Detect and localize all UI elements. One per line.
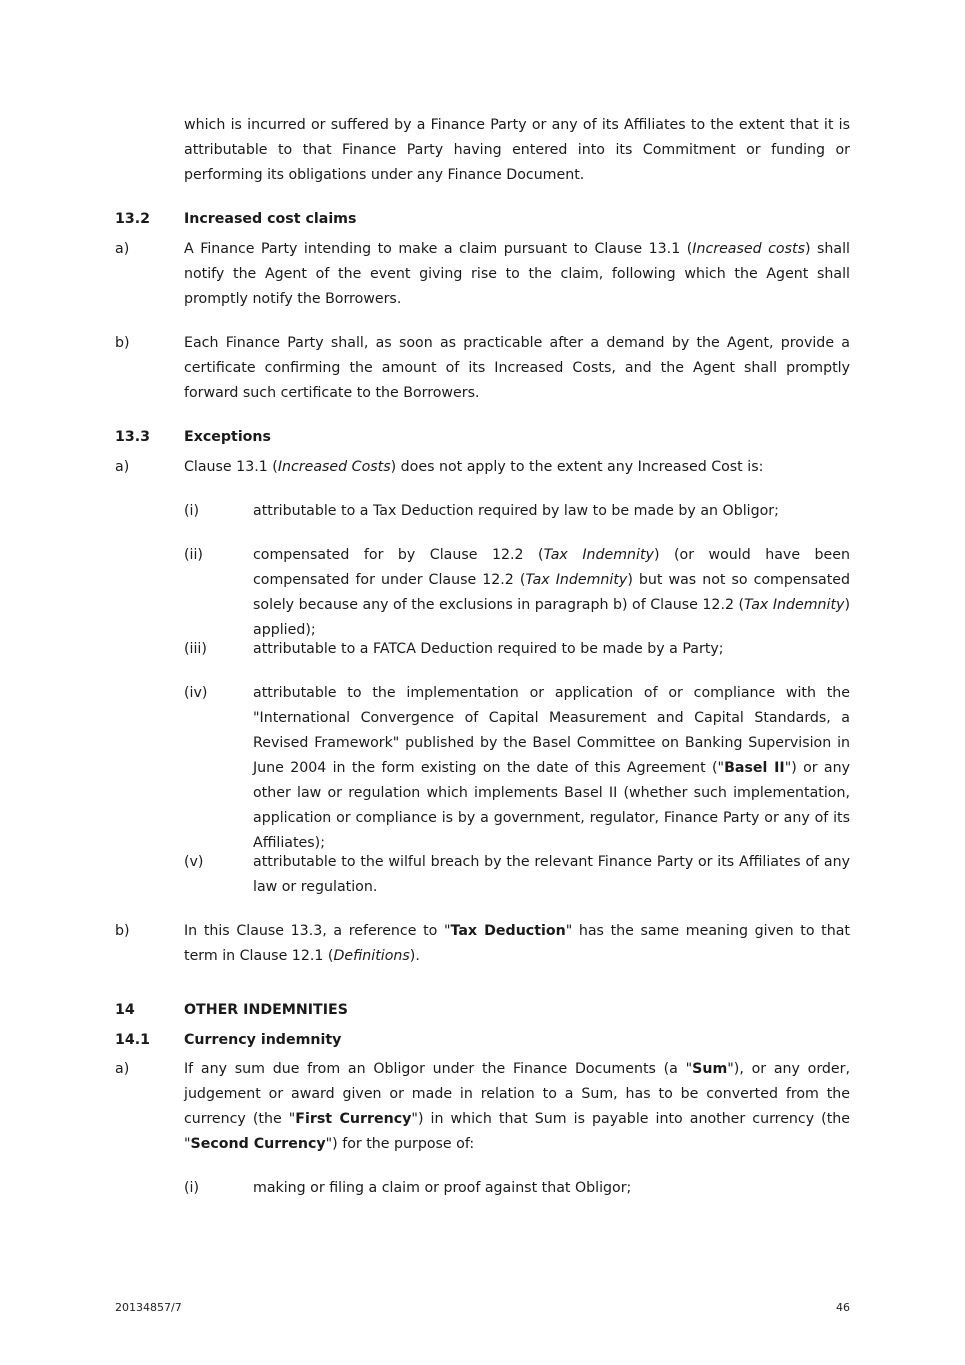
- section-heading-14: OTHER INDEMNITIES: [184, 1002, 348, 1018]
- clause-13-3-a: Clause 13.1 (Increased Costs) does not apply to the extent any Increased Cost is:: [184, 459, 764, 475]
- sub-label-13-3-ii: (ii): [184, 547, 203, 563]
- clause-label-13-2-b: b): [115, 335, 130, 351]
- sub-item-13-3-iii: attributable to a FATCA Deduction required to be made by a Party;: [253, 641, 724, 657]
- clause-13-2-a: A Finance Party intending to make a claim pursuant to Clause 13.1 (Increased costs) shall notify the Agent of the event giving rise to the claim, following which the Agent shall promptly notify the Borrowers.: [184, 241, 850, 307]
- clause-label-14-1-a: a): [115, 1061, 130, 1077]
- section-heading-13-3: Exceptions: [184, 429, 271, 445]
- section-heading-14-1: Currency indemnity: [184, 1032, 342, 1048]
- sub-label-13-3-i: (i): [184, 503, 200, 519]
- section-number-13-2: 13.2: [115, 211, 151, 227]
- clause-14-1-a: If any sum due from an Obligor under the Finance Documents (a "Sum"), or any order, judgement or award given or made in relation to a Sum, has to be converted from the currency (the "First Currency") in which that Sum is payable into another currency (the "Second Currency") for the purpose of:: [184, 1061, 851, 1152]
- sub-label-14-1-i: (i): [184, 1180, 200, 1196]
- clause-label-13-2-a: a): [115, 241, 130, 257]
- sub-label-13-3-iii: (iii): [184, 641, 207, 657]
- intro-paragraph: [184, 113, 850, 188]
- section-number-13-3: 13.3: [115, 429, 151, 445]
- sub-label-13-3-iv: (iv): [184, 685, 208, 701]
- footer-page-number: 46: [836, 1301, 850, 1314]
- sub-item-13-3-v: attributable to the wilful breach by the relevant Finance Party or its Affiliates of any law or regulation.: [253, 854, 850, 895]
- intro-text: which is incurred or suffered by a Finance Party or any of its Affiliates to the extent that it is attributable to that Finance Party having entered into its Commitment or funding or performing its obligations under any Finance Document.: [184, 117, 850, 183]
- sub-label-13-3-v: (v): [184, 854, 204, 870]
- section-number-14: 14: [115, 1002, 135, 1018]
- sub-item-13-3-i: attributable to a Tax Deduction required by law to be made by an Obligor;: [253, 503, 779, 519]
- sub-item-13-3-iv: attributable to the implementation or application of or compliance with the "International Convergence of Capital Measurement and Capital Standards, a Revised Framework" published by the Basel Committee on Banking Supervision in June 2004 in the form existing on the date of this Agreement ("Basel II") or any other law or regulation which implements Basel II (whether such implementation, application or compliance is by a government, regulator, Finance Party or any of its Affiliates);: [253, 685, 850, 851]
- clause-label-13-3-a: a): [115, 459, 130, 475]
- sub-item-14-1-i: making or filing a claim or proof against that Obligor;: [253, 1180, 632, 1196]
- clause-13-3-b: In this Clause 13.3, a reference to "Tax Deduction" has the same meaning given to that term in Clause 12.1 (Definitions).: [184, 923, 850, 964]
- section-heading-13-2: Increased cost claims: [184, 211, 357, 227]
- clause-13-2-b: Each Finance Party shall, as soon as practicable after a demand by the Agent, provide a certificate confirming the amount of its Increased Costs, and the Agent shall promptly forward such certificate to the Borrowers.: [184, 335, 850, 401]
- footer-doc-ref: 20134857/7: [115, 1301, 182, 1314]
- section-number-14-1: 14.1: [115, 1032, 151, 1048]
- clause-label-13-3-b: b): [115, 923, 130, 939]
- sub-item-13-3-ii: compensated for by Clause 12.2 (Tax Indemnity) (or would have been compensated for under Clause 12.2 (Tax Indemnity) but was not so compensated solely because any of the exclusions in paragraph b) of Clause 12.2 (Tax Indemnity) applied);: [253, 547, 850, 638]
